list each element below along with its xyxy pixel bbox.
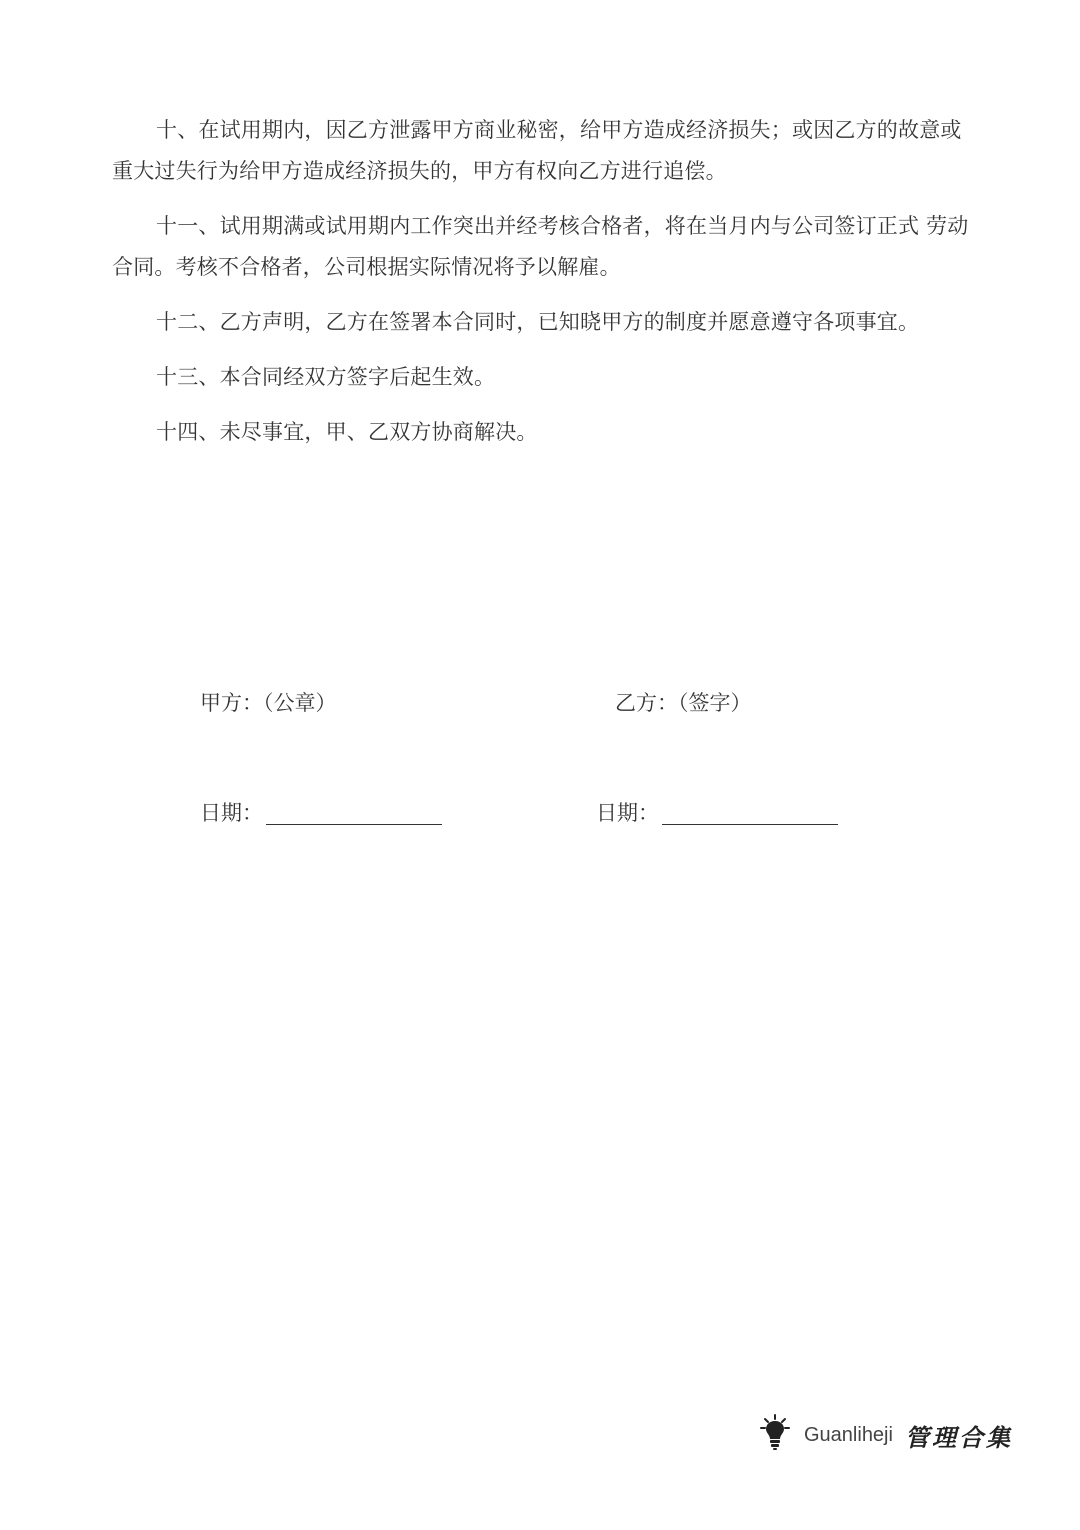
lightbulb-icon <box>760 1413 790 1457</box>
date-b-line <box>662 824 838 825</box>
clause-12: 十二、乙方声明，乙方在签署本合同时，已知晓甲方的制度并愿意遵守各项事宜。 <box>156 310 920 334</box>
date-b-label: 日期： <box>596 801 659 825</box>
party-b-label: 乙方：（签字） <box>615 691 752 715</box>
date-a-line <box>266 824 442 825</box>
brand-cn: 管理合集 <box>904 1422 1013 1452</box>
date-a-label: 日期： <box>200 801 263 825</box>
brand-en: Guanliheji <box>804 1423 893 1446</box>
clause-14: 十四、未尽事宜，甲、乙双方协商解决。 <box>156 420 538 444</box>
party-a-label: 甲方：（公章） <box>200 691 337 715</box>
clause-11: 十一、试用期满或试用期内工作突出并经考核合格者，将在当月内与公司签订正式 劳动合同。考核不合格者，公司根据实际情况将予以解雇。 <box>112 214 969 279</box>
clause-13: 十三、本合同经双方签字后起生效。 <box>156 365 496 389</box>
footer-brand <box>760 1412 1013 1458</box>
contract-clauses <box>112 110 972 467</box>
clause-10: 十、在试用期内，因乙方泄露甲方商业秘密，给甲方造成经济损失；或因乙方的故意或重大过失行为给甲方造成经济损失的，甲方有权向乙方进行追偿。 <box>112 118 962 183</box>
